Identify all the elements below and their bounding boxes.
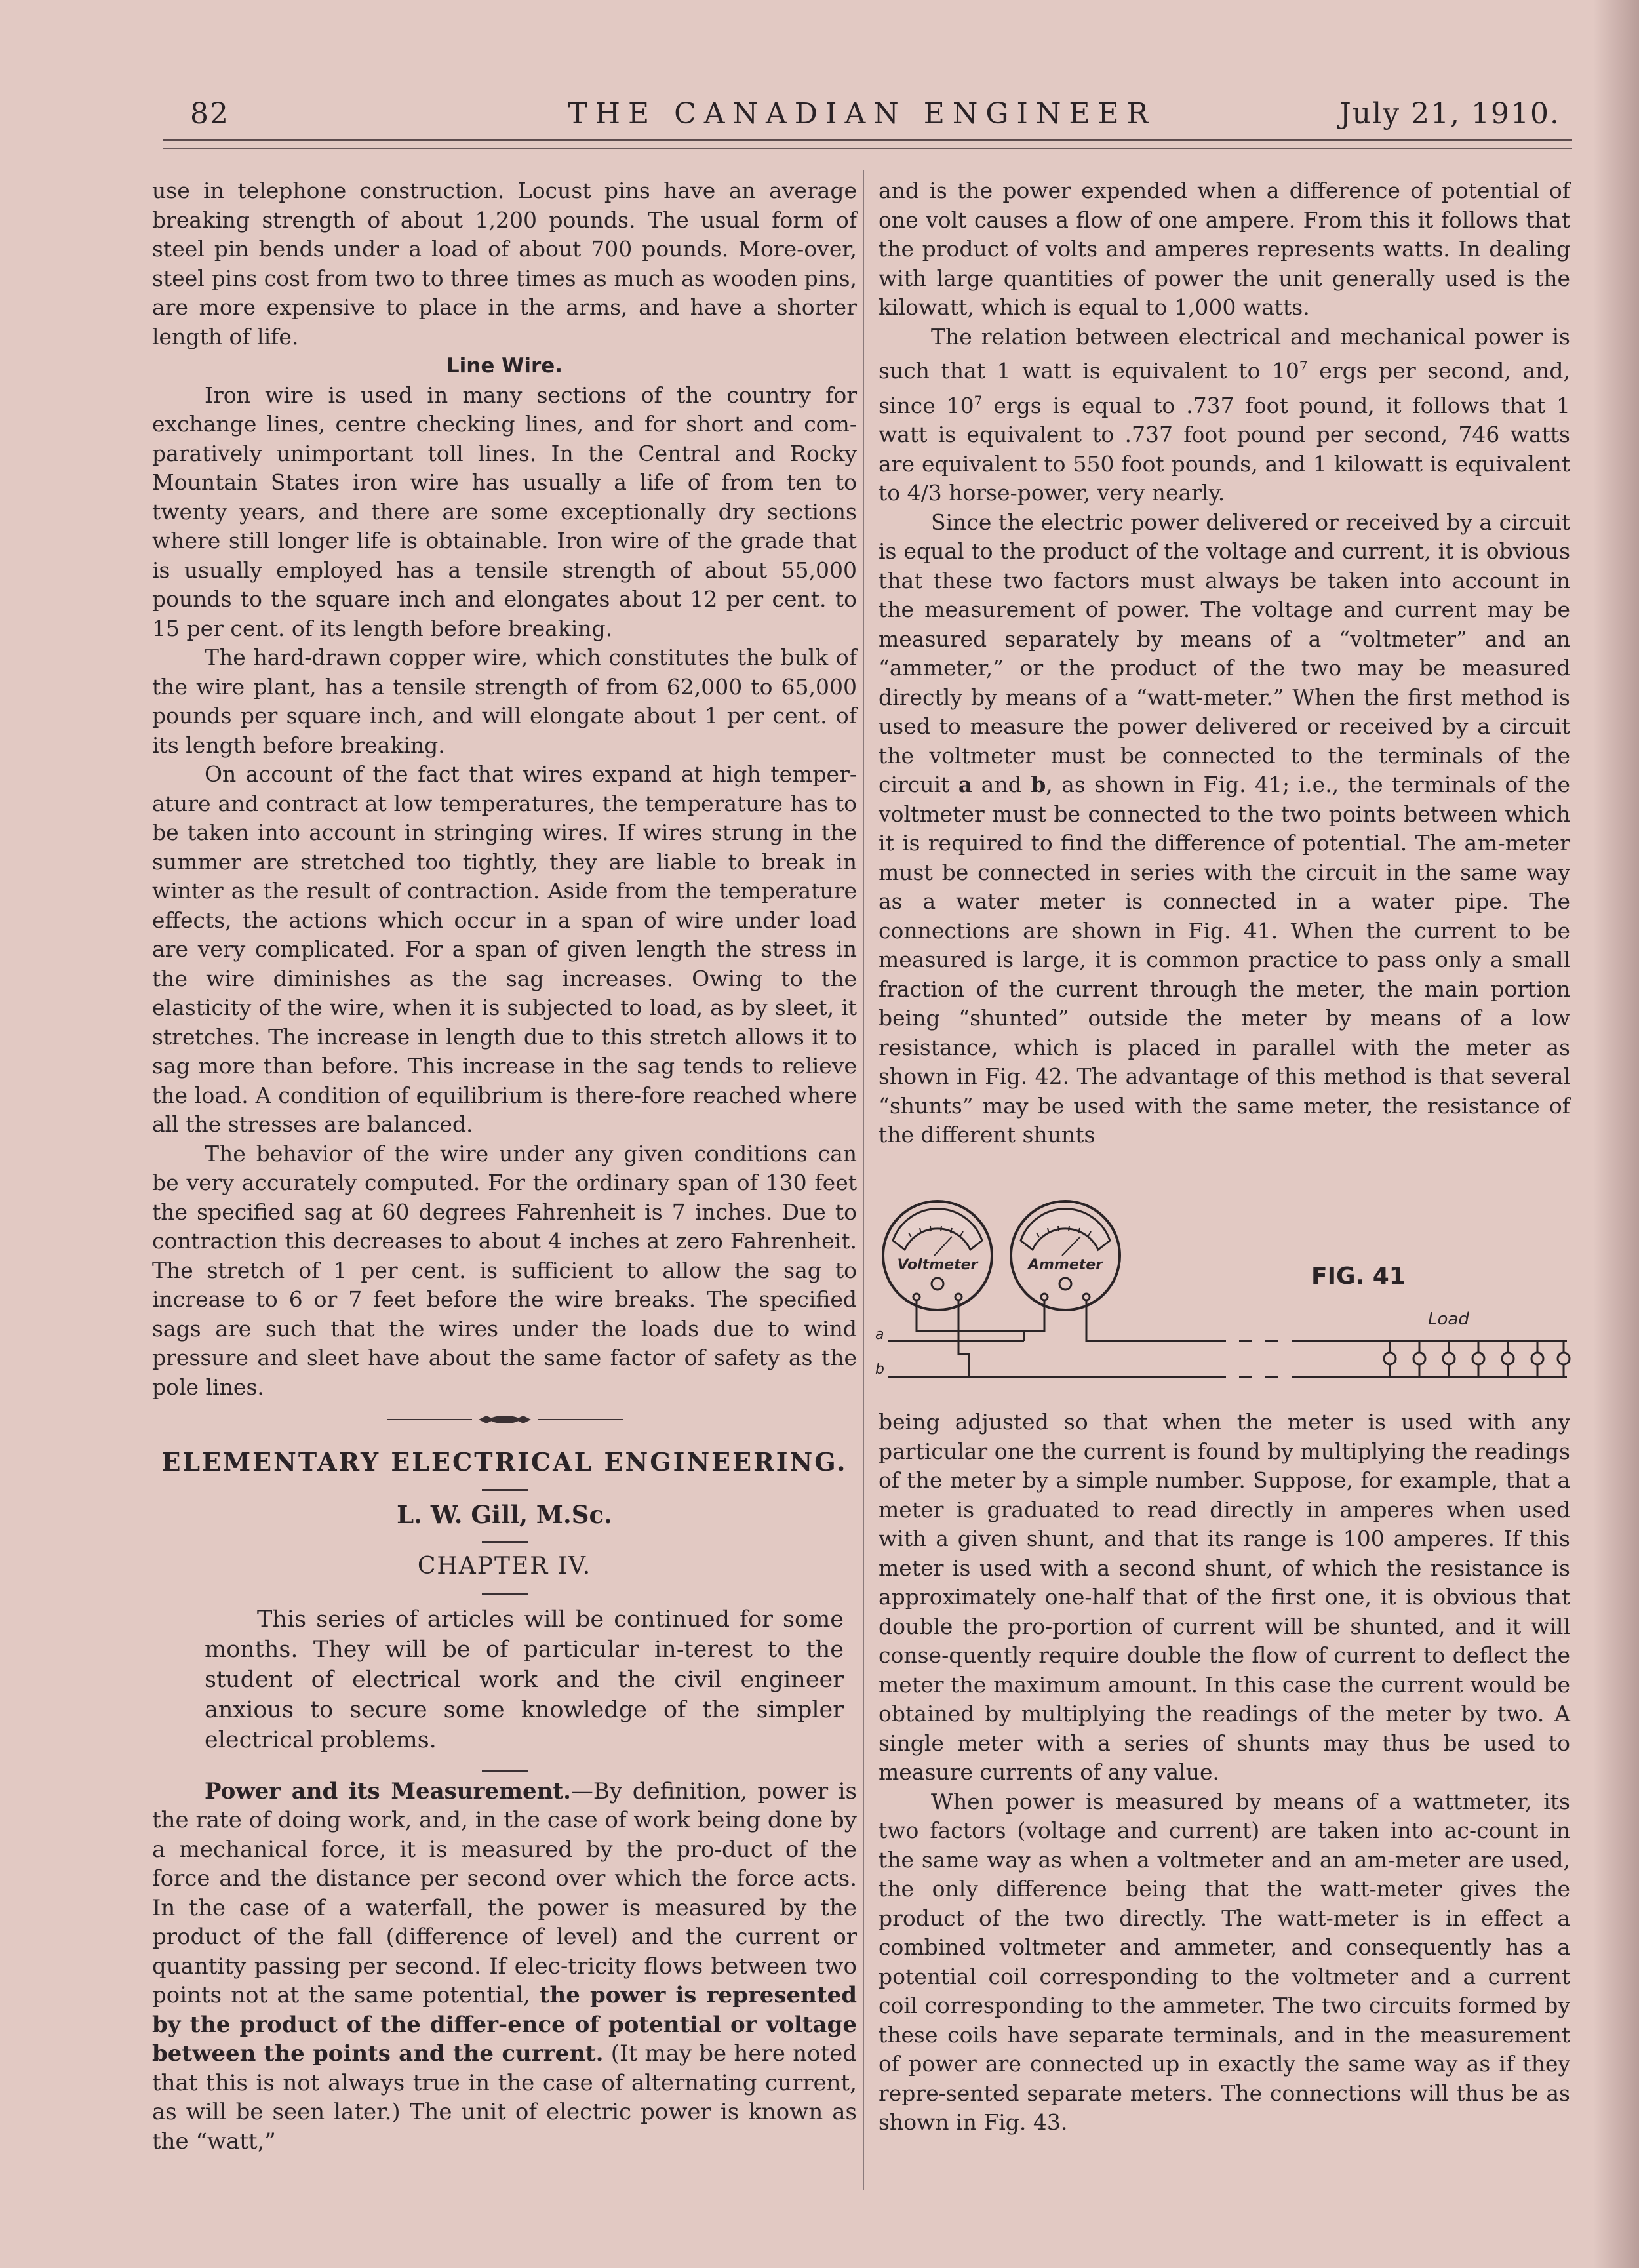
power-heading: Power and its Measurement.: [205, 1778, 571, 1804]
chapter-rule: [482, 1593, 528, 1595]
relation-text-b: ergs per second, and, since 10: [879, 358, 1570, 418]
ammeter-label: Ammeter: [1027, 1257, 1103, 1273]
chapter-heading: CHAPTER IV.: [417, 1553, 592, 1580]
exponent-1: 7: [1299, 358, 1308, 374]
terminal-a-ref: a: [958, 772, 973, 797]
paragraph-measurement: [879, 508, 1570, 1150]
right-column-bottom: [879, 1408, 1570, 2138]
measurement-text-b: , as shown in Fig. 41; i.e., the terminals of the voltmeter must be connected to the two points between which it is required to find the difference of potential. The am-meter must be connected in series with the circuit in the same way as a water meter is connected in a water pipe. The connections are shown in Fig. 41. When the current to be measured is large, it is common practice to pass only a small fraction of the current through the meter, the main portion being “shunted” outside the meter by means of a low resistance, which is placed in parallel with the meter as shown in Fig. 42. The advantage of this method is that several “shunts” may be used with the same meter, the resistance of the different shunts: [879, 772, 1570, 1147]
header-rule: [163, 139, 1572, 141]
paragraph-power-definition: [152, 1777, 857, 2157]
power-text-bold: the power is represented by the product of the differ-ence of potential or voltage between the points and the current.: [152, 1982, 857, 2067]
section-ornament: [152, 1410, 857, 1429]
relation-text-a: The relation between electrical and mechanical power is such that 1 watt is equivalent to 10: [879, 323, 1570, 384]
ammeter-icon: [1011, 1201, 1120, 1310]
paragraph-pins: use in telephone construction. Locust pins have an average breaking strength of about 1,200 pounds. The usual form of steel pin bends under a load of about 700 pounds. More-over, steel pins cost from two to three times as much as wooden pins, are more expensive to place in the arms, and have a shorter length of life.: [152, 178, 857, 349]
terminal-and: and: [972, 772, 1031, 797]
paragraph-sag: The behavior of the wire under any given conditions can be very accurately computed. For the ordinary span of 130 feet the specified sag at 60 degrees Fahrenheit is 7 inches. Due to contraction this decreases to about 4 inches at zero Fahrenheit. The stretch of 1 per cent. is sufficient to allow the sag to increase to 6 or 7 feet before the wire breaks. The specified sags are such that the wires under the loads due to wind pressure and sleet have about the same factor of safety as the pole lines.: [152, 1140, 857, 1400]
paragraph-temperature: On account of the fact that wires expand at high temper-ature and contract at low temperatures, the temperature has to be taken into account in stringing wires. If wires strung in the summer are stretched too tightly, they are liable to break in winter as the result of contraction. Aside from the temperature effects, the actions which occur in a span of wire under load are very complicated. For a span of given length the stress in the wire diminishes as the sag increases. Owing to the elasticity of the wire, when it is subjected to load, as by sleet, it stretches. The increase in length due to this stretch allows it to sag more than before. This increase in the sag tends to relieve the load. A condition of equilibrium is there-fore reached where all the stresses are balanced.: [152, 761, 857, 1137]
figure-41: [872, 1200, 1573, 1404]
voltmeter-label: Voltmeter: [897, 1257, 978, 1273]
exponent-2: 7: [974, 392, 983, 408]
paragraph-wattmeter: When power is measured by means of a wattmeter, its two factors (voltage and current) are taken into ac-count in the same way as when a voltmeter and an am-meter are used, the only difference being that the watt-meter gives the product of the two directly. The watt-meter is in effect a combined voltmeter and ammeter, and consequently has a potential coil corresponding to the voltmeter and a current coil corresponding to the ammeter. The two circuits formed by these coils have separate terminals, and in the measurement of power are connected up in exactly the same way as if they repre-sented separate meters. The connections will thus be as shown in Fig. 43.: [879, 1788, 1570, 2135]
page-number: 82: [190, 97, 229, 130]
journal-title: THE CANADIAN ENGINEER: [568, 97, 1156, 130]
article-author: L. W. Gill, M.Sc.: [397, 1500, 612, 1529]
measurement-text-a: Since the electric power delivered or received by a circuit is equal to the product of the voltage and current, it is obvious that these two factors must always be taken into account in the measurement of power. The voltage and current may be measured separately by means of a “voltmeter” and an “ammeter,” or the product of the two may be measured directly by means of a “watt-meter.” When the first method is used to measure the power delivered or received by a circuit the voltmeter must be connected to the terminals of the circuit: [879, 509, 1570, 797]
article-intro: [152, 1604, 857, 1755]
issue-date: July 21, 1910.: [1339, 97, 1560, 130]
power-text-a: —By definition, power is the rate of doing work, and, in the case of work being done by a mechanical force, it is measured by the pro-duct of the force and the distance per second over which the force acts. In the case of a waterfall, the power is measured by the product of the fall (difference of level) and the current or quantity passing per second. If elec-tricity flows between two points not at the same potential,: [152, 1778, 857, 2008]
author-rule: [482, 1541, 528, 1543]
header-rule-thin: [163, 148, 1572, 149]
intro-text: This series of articles will be continued for some months. They will be of particular in-terest to the student of electrical work and the civil engineer anxious to secure some knowledge of the simpler electrical problems.: [205, 1606, 844, 1753]
page-header: [157, 97, 1567, 143]
relation-text-c: ergs is equal to .737 foot pound, it follows that 1 watt is equivalent to .737 foot pound per second, 746 watts are equivalent to 550 foot pounds, and 1 kilowatt is equivalent to 4/3 horse-power, very nearly.: [879, 392, 1570, 506]
paragraph-iron-wire: Iron wire is used in many sections of the country for exchange lines, centre checking lines, and for short and com-paratively unimportant toll lines. In the Central and Rocky Mountain States iron wire has usually a life of from ten to twenty years, and there are some exceptionally dry sections where still longer life is obtainable. Iron wire of the grade that is usually employed has a tensile strength of about 55,000 pounds to the square inch and elongates about 12 per cent. to 15 per cent. of its length before breaking.: [152, 382, 857, 641]
intro-rule: [482, 1770, 528, 1772]
paragraph-shunts: being adjusted so that when the meter is used with any particular one the current is found by multiplying the readings of the meter by a simple number. Suppose, for example, that a meter is graduated to read directly in amperes when used with a given shunt, and that its range is 100 amperes. If this meter is used with a second shunt, of which the resistance is approximately one-half that of the first one, it is obvious that double the pro-portion of current will be shunted, and it will conse-quently require double the flow of current to deflect the meter the maximum amount. In this case the current would be obtained by multiplying the readings of the meter by two. A single meter with a series of shunts may thus be used to measure currents of any value.: [879, 1409, 1570, 1785]
paragraph-copper-wire: The hard-drawn copper wire, which constitutes the bulk of the wire plant, has a tensile strength of from 62,000 to 65,000 pounds per square inch, and will elongate about 1 per cent. of its length before breaking.: [152, 645, 857, 758]
load-lamps: [1384, 1341, 1570, 1377]
page-edge-shadow: [1593, 0, 1639, 2268]
paragraph-relation: [879, 323, 1570, 508]
terminal-b-label: b: [875, 1361, 884, 1378]
load-label: Load: [1428, 1309, 1469, 1329]
voltmeter-icon: [883, 1201, 992, 1310]
terminal-b-ref: b: [1031, 772, 1046, 797]
article-title: ELEMENTARY ELECTRICAL ENGINEERING.: [161, 1447, 848, 1477]
left-column: [152, 176, 857, 2156]
terminal-a-label: a: [875, 1326, 884, 1343]
figure-caption: FIG. 41: [1311, 1263, 1406, 1290]
paragraph-watt: and is the power expended when a difference of potential of one volt causes a flow of one ampere. From this it follows that the product of volts and amperes represents watts. In dealing with large quantities of power the unit generally used is the kilowatt, which is equal to 1,000 watts.: [879, 178, 1570, 320]
column-divider: [863, 170, 864, 2190]
right-column-top: [879, 176, 1570, 1150]
power-text-b: (It may be here noted that this is not always true in the case of alternating current, as will be seen later.) The unit of electric power is known as the “watt,”: [152, 2040, 857, 2155]
title-rule: [482, 1489, 528, 1491]
section-heading-line-wire: Line Wire.: [446, 354, 563, 378]
